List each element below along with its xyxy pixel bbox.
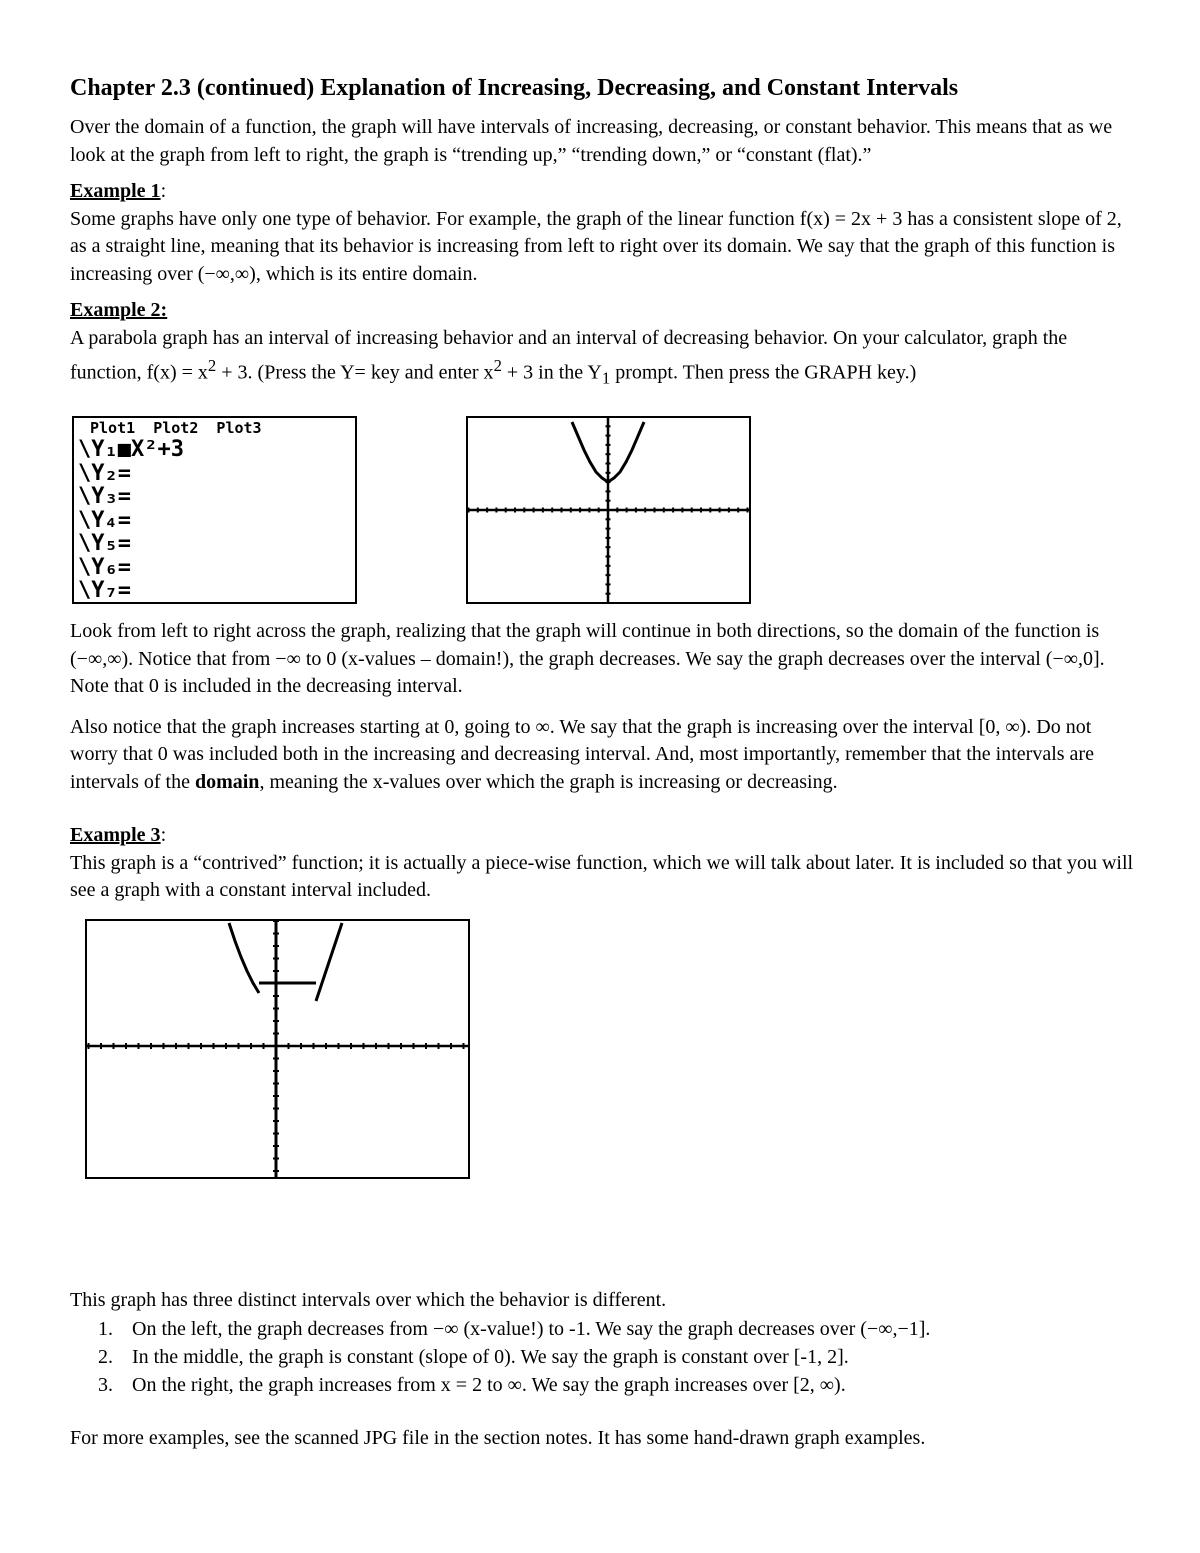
subscript-1: 1: [601, 368, 611, 388]
example-1-colon: :: [160, 180, 167, 202]
list-item: 1. On the left, the graph decreases from −∞ (x-value!) to -1. We say the graph decreases over (−∞,−1].: [118, 1315, 1140, 1343]
left-decreasing-piece: [229, 923, 259, 993]
example-1-text: Some graphs have only one type of behavior. For example, the graph of the linear function f(x) = 2x + 3 has a consistent slope of 2, as a straight line, meaning that its behavior is increasing from left to right over its domain. We say that the graph of this function is increasing over (−∞,∞), which is its entire domain.: [70, 207, 1122, 285]
also-notice-text-b: , meaning the x-values over which the graph is increasing or decreasing.: [259, 770, 838, 793]
parabola-graph-svg: [468, 418, 749, 602]
calculator-graph-parabola: [466, 416, 751, 604]
intervals-list: [70, 1315, 1140, 1399]
three-intervals-intro: This graph has three distinct intervals over which the behavior is different.: [70, 1289, 667, 1311]
example-2-text-d: prompt. Then press the GRAPH key.): [610, 361, 917, 384]
example-3-heading: [70, 822, 1140, 850]
list-item: 2. In the middle, the graph is constant (slope of 0). We say the graph is constant over [-1, 2].: [118, 1343, 1140, 1371]
document-page: [70, 72, 1140, 1483]
calculator-y-equals-screen: [72, 416, 357, 604]
example-3-heading-text: Example 3: [70, 824, 161, 847]
calculator-graph-piecewise: [85, 919, 470, 1179]
y-equals-line: \Y₂=: [78, 460, 131, 486]
example-2-text-b: + 3. (Press the Y= key and enter x: [216, 361, 494, 384]
list-item: 3. On the right, the graph increases from x = 2 to ∞. We say the graph increases over [2, ∞).: [118, 1371, 1140, 1399]
after-graph-paragraph: Look from left to right across the graph, realizing that the graph will continue in both directions, so the domain of the function is (−∞,∞). Notice that from −∞ to 0 (x-values – domain!), the graph decreases. We say the graph decreases over the interval (−∞,0]. Note that 0 is included in the decreasing interval.: [70, 620, 1105, 698]
also-notice-paragraph: [70, 714, 1140, 797]
example-2-heading: [70, 297, 1140, 325]
y-equals-line: \Y₄=: [78, 507, 131, 533]
exponent-a: 2: [207, 356, 217, 375]
example-3-colon: :: [160, 824, 167, 847]
y-equals-line: \Y₆=: [78, 554, 131, 580]
example-3-text: This graph is a “contrived” function; it is actually a piece-wise function, which we will talk about later. It is included so that you will see a graph with a constant interval included.: [70, 851, 1134, 902]
example-2-heading-text: Example 2:: [70, 299, 168, 321]
y-equals-line: \Y₇=: [78, 578, 131, 604]
y-equals-line: \Y₅=: [78, 531, 131, 557]
exponent-b: 2: [493, 356, 502, 375]
intro-paragraph: Over the domain of a function, the graph will have intervals of increasing, decreasing, or constant behavior. This means that as we look at the graph from left to right, the graph is “trending up,” “trending down,” or “constant (flat).”: [70, 116, 1113, 166]
example-2-figures: [70, 396, 1140, 618]
right-increasing-piece: [316, 923, 342, 1001]
piecewise-graph-svg: [87, 921, 468, 1177]
example-2-text-a: A parabola graph has an interval of increasing behavior and an interval of decreasing behavior. On your calculator, graph the function, f(x) = x: [70, 326, 1068, 384]
page-title: Chapter 2.3 (continued) Explanation of Increasing, Decreasing, and Constant Intervals: [70, 75, 959, 101]
y-equals-line: \Y₃=: [78, 484, 131, 510]
example-2-text: [70, 325, 1140, 393]
example-1-heading-text: Example 1: [70, 180, 161, 202]
closing-paragraph: For more examples, see the scanned JPG file in the section notes. It has some hand-drawn graph examples.: [70, 1426, 926, 1449]
domain-bold-word: domain: [194, 770, 260, 793]
example-2-text-c: + 3 in the Y: [501, 361, 602, 384]
example-1-heading: [70, 178, 1140, 206]
three-intervals-section: [70, 1287, 1140, 1452]
also-notice-text-a: Also notice that the graph increases starting at 0, going to ∞. We say that the graph is increasing over the interval [0, ∞). Do not worry that 0 was included both in the increasing and decreasing interval. And, most importantly, remember that the intervals are intervals of the: [70, 715, 1094, 793]
plot-menu: Plot1 Plot2 Plot3: [90, 419, 262, 438]
y-equals-line: \Y₁■X²+3: [78, 437, 184, 463]
